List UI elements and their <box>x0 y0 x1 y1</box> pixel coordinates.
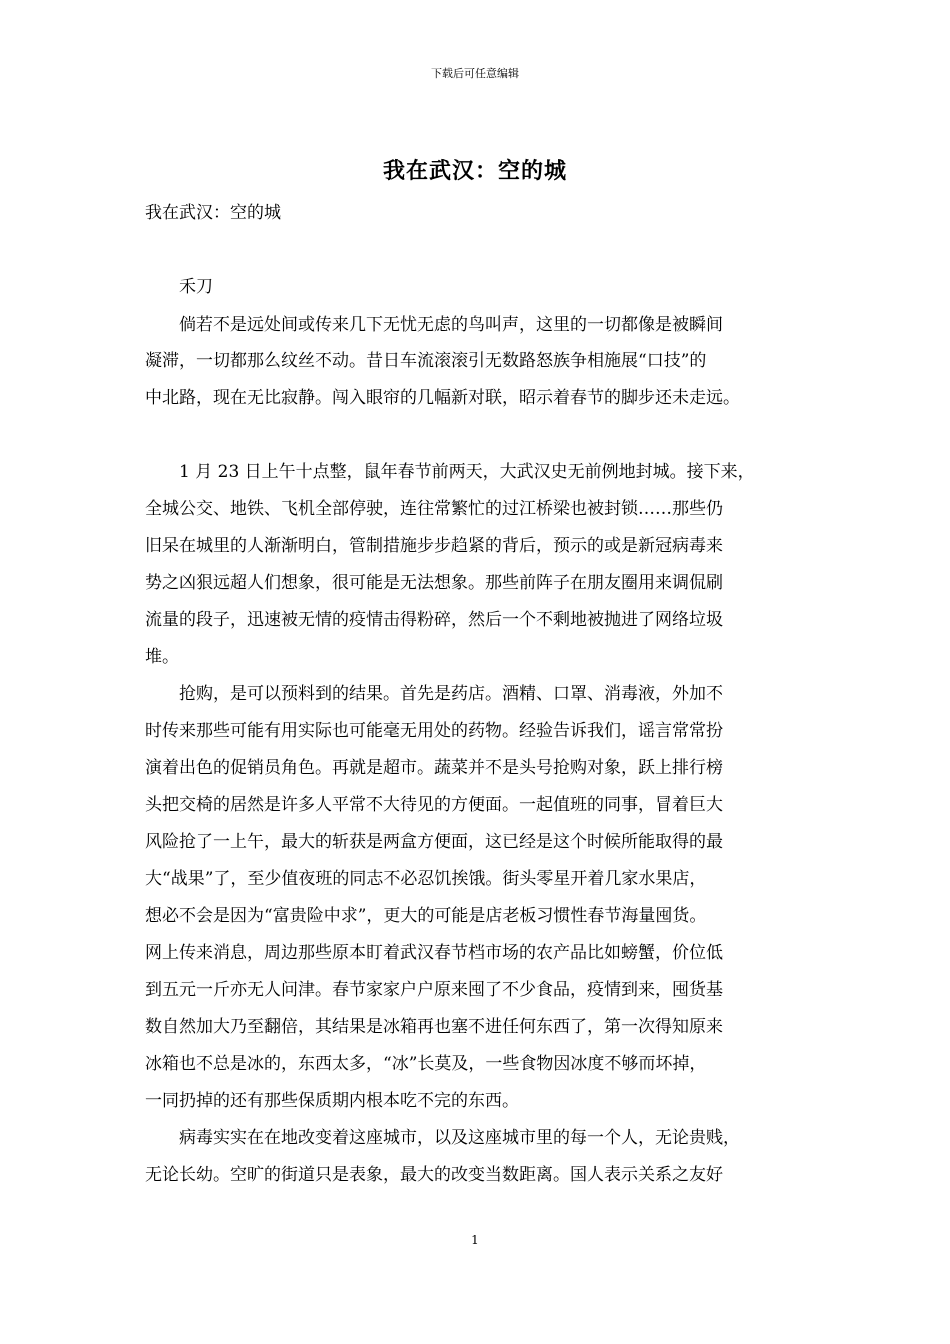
body-line: 到五元一斤亦无人问津。春节家家户户原来囤了不少食品，疫情到来，囤货基 <box>145 980 723 1000</box>
body-line: 全城公交、地铁、飞机全部停驶，连往常繁忙的过江桥梁也被封锁……那些仍 <box>145 499 723 519</box>
document-title: 我在武汉：空的城 <box>382 158 567 184</box>
body-line: 堆。 <box>145 647 179 667</box>
body-line: 数自然加大乃至翻倍，其结果是冰箱再也塞不进任何东西了，第一次得知原来 <box>145 1017 723 1037</box>
body-line: 旧呆在城里的人渐渐明白，管制措施步步趋紧的背后，预示的或是新冠病毒来 <box>145 536 723 556</box>
body-line: 1 月 23 日上午十点整，鼠年春节前两天，大武汉史无前例地封城。接下来， <box>145 462 755 482</box>
body-line: 凝滞，一切都那么纹丝不动。昔日车流滚滚引无数路怒族争相施展“口技”的 <box>145 351 707 371</box>
page-header: 下载后可任意编辑 <box>431 67 519 80</box>
body-line: 势之凶狠远超人们想象，很可能是无法想象。那些前阵子在朋友圈用来调侃刷 <box>145 573 723 593</box>
body-line: 想必不会是因为“富贵险中求”，更大的可能是店老板习惯性春节海量囤货。 <box>145 906 707 926</box>
body-line: 禾刀 <box>145 277 213 297</box>
body-line: 网上传来消息，周边那些原本盯着武汉春节档市场的农产品比如螃蟹，价位低 <box>145 943 723 963</box>
body-line: 抢购，是可以预料到的结果。首先是药店。酒精、口罩、消毒液，外加不 <box>145 684 723 704</box>
body-line: 我在武汉：空的城 <box>145 203 281 223</box>
body-line: 一同扔掉的还有那些保质期内根本吃不完的东西。 <box>145 1091 519 1111</box>
page-number: 1 <box>471 1233 479 1247</box>
body-line: 头把交椅的居然是许多人平常不大待见的方便面。一起值班的同事，冒着巨大 <box>145 795 723 815</box>
body-line: 流量的段子，迅速被无情的疫情击得粉碎，然后一个不剩地被抛进了网络垃圾 <box>145 610 723 630</box>
body-line: 时传来那些可能有用实际也可能毫无用处的药物。经验告诉我们，谣言常常扮 <box>145 721 723 741</box>
body-line: 倘若不是远处间或传来几下无忧无虑的鸟叫声，这里的一切都像是被瞬间 <box>145 315 723 335</box>
body-line: 大“战果”了，至少值夜班的同志不必忍饥挨饿。街头零星开着几家水果店， <box>145 869 707 889</box>
body-line: 病毒实实在在地改变着这座城市，以及这座城市里的每一个人，无论贵贱， <box>145 1128 740 1148</box>
body-line: 无论长幼。空旷的街道只是表象，最大的改变当数距离。国人表示关系之友好 <box>145 1165 723 1185</box>
body-line: 风险抢了一上午，最大的斩获是两盒方便面，这已经是这个时候所能取得的最 <box>145 832 723 852</box>
body-line: 演着出色的促销员角色。再就是超市。蔬菜并不是头号抢购对象，跃上排行榜 <box>145 758 723 778</box>
body-line: 冰箱也不总是冰的，东西太多，“冰”长莫及，一些食物因冰度不够而坏掉， <box>145 1054 707 1074</box>
body-line: 中北路，现在无比寂静。闯入眼帘的几幅新对联，昭示着春节的脚步还未走远。 <box>145 388 740 408</box>
